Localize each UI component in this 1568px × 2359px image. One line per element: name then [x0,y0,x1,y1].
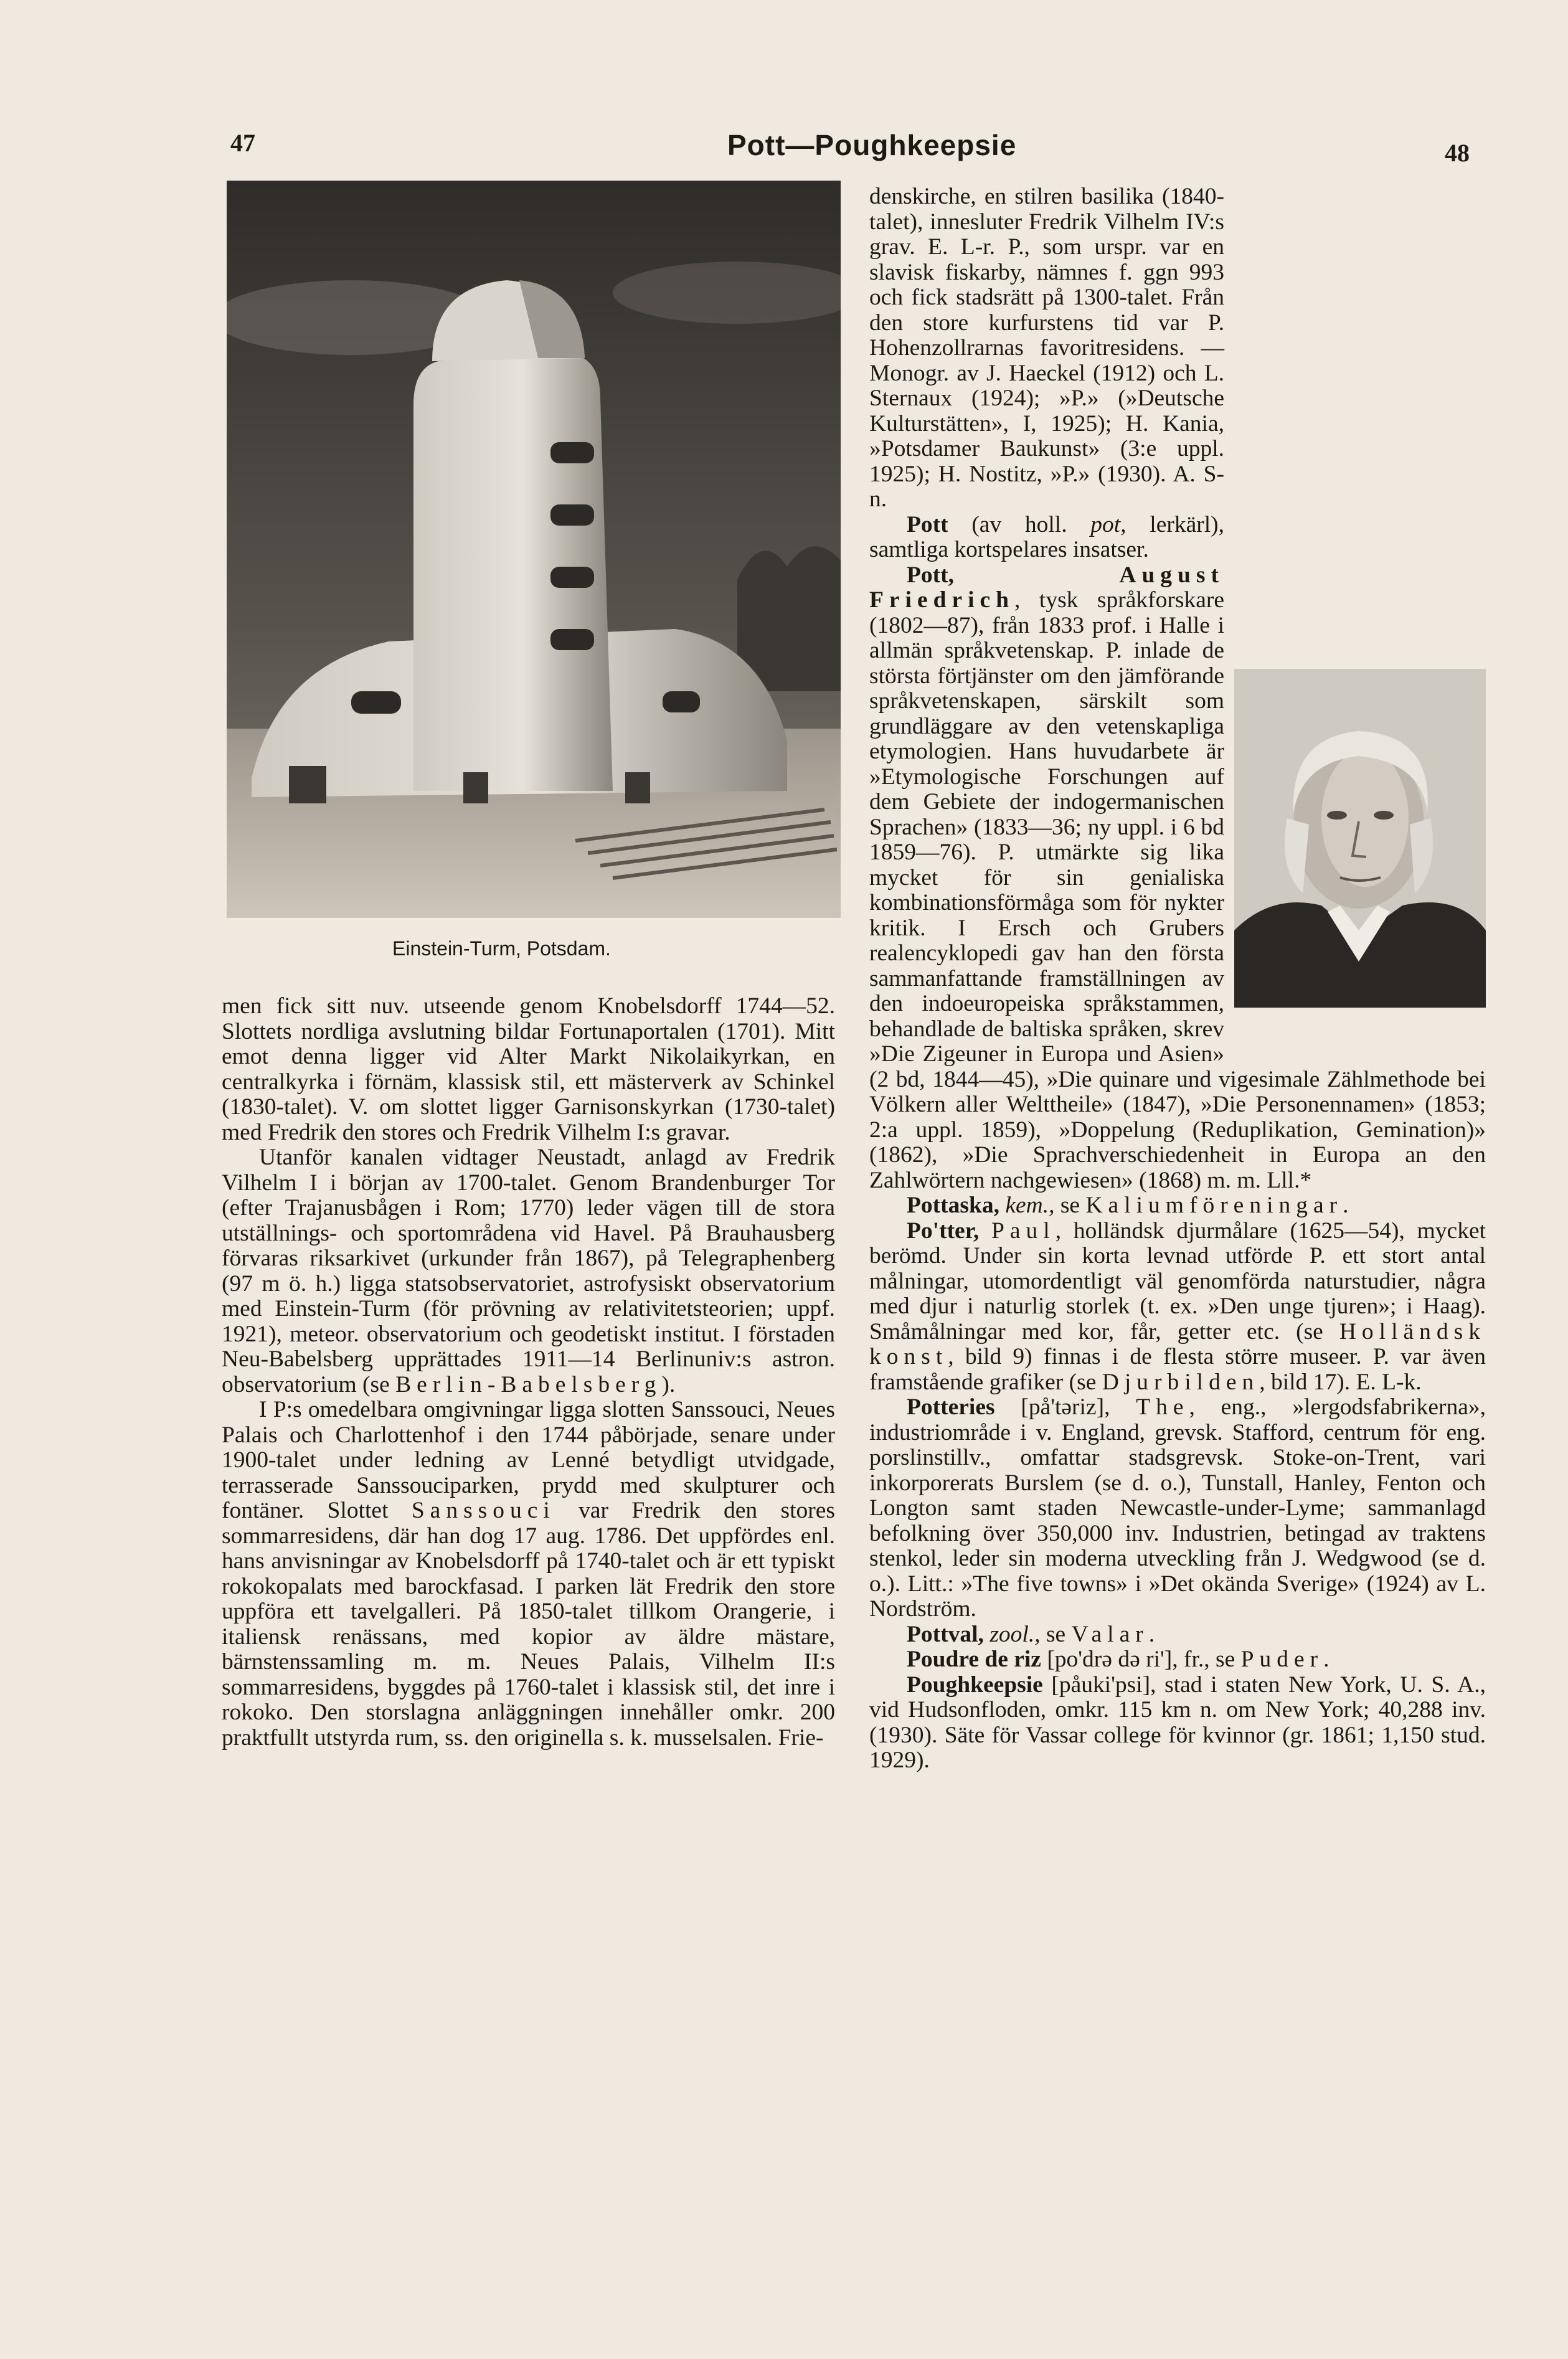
entry-potter-text: , holländsk djurmålare (1625—54), mycket berömd. Under sin korta levnad utförde P. ett stort antal målningar, utomordentligt väl genomförda naturstudier, några med djur i naturlig storlek (t. ex. »Den unge tjuren»; i Haag). Småmålningar med kor, får, getter etc. (se [869,1217,1486,1345]
left-paragraph-1: men fick sitt nuv. utseende genom Knobelsdorff 1744—52. Slottets nordliga avslutning bildar Fortunaportalen (1701). Mitt emot denna ligger vid Alter Markt Nikolaikyrkan, en centralkyrka i förnäm, klassisk stil, ett mästerverk av Schinkel (1830-talet). V. om slottet ligger Garnisonskyrkan (1730-talet) med Fredrik den stores och Fredrik Vilhelm I:s gravar. [222,993,835,1145]
left-paragraph-3 [222,1397,835,1751]
right-column [869,184,1486,1774]
portrait-float-spacer [1224,669,1486,1042]
entry-poudre-text: [po'drə də ri'], fr., se [1041,1647,1241,1672]
left-paragraph-3-text-b: var Fredrik den stores sommarresidens, där han dog 17 aug. 1786. Det uppfördes enl. hans anvisningar av Knobelsdorff på 1740-talet och är ett typiskt rokokopalats med barockfasad. I parken lät Fredrik den store uppföra ett tavelgalleri. På 1850-talet tillkom Orangerie, i italiensk renässans, med kopior av äldre mästare, bärnstenssamling m. m. Neues Palais, Vilhelm II:s sommarresidens, byggdes på 1760-talet i klassisk stil, det inre i rokoko. Den storslagna anläggningen innehåller omkr. 200 praktfullt utstyrda rum, ss. den originella s. k. musselsalen. Frie- [222,1498,835,1751]
entry-pott-headword: Pott [907,511,948,537]
left-paragraph-2-end: ). [661,1371,676,1397]
left-paragraph-2 [222,1145,835,1397]
entry-potter-text-2: , bild 9) finnas i de flesta större museer. P. var även framstående grafiker (se [869,1344,1486,1395]
entry-poudre-headword: Poudre de riz [907,1647,1041,1672]
ref-valar: Valar [1071,1621,1149,1647]
left-paragraph-2-text: Utanför kanalen vidtager Neustadt, anlagd av Fredrik Vilhelm I i början av 1700-talet. Genom Brandenburger Tor (efter Trajanusbågen i Rom; 1770) leder vägen till de stora utställnings- och sportområdena vid Havel. På Brauhausberg förvaras riksarkivet (urkunder från 1867), på Telegraphenberg (97 m ö. h.) ligga statsobservatoriet, astrofysiskt observatorium med Einstein-Turm (för prövning av relativitetsteorien; uppf. 1921), meteor. observatorium och geodetiskt institut. I förstaden Neu-Babelsberg upprättades 1911—14 Berlinuniv:s astron. observatorium (se [222,1145,835,1397]
left-column [222,994,835,1751]
ref-hollandsk-konst: Holländsk konst [869,1318,1486,1369]
entry-poughkeepsie-text: [påuki'psi], stad i staten New York, U. S. A., vid Hudsonfloden, omkr. 115 km n. om New York; 40,288 inv. (1930). Säte för Vassar college för kvinnor (gr. 1861; 1,150 stud. 1929). [869,1671,1486,1773]
entry-pott-august-text: , tysk språkforskare (1802—87), från 1833 prof. i Halle i allmän språkvetenskap. P. inlade de största förtjänster om den jämförande språkvetenskapen, särskilt som grundläggare av den vetenskapliga etymologien. Hans huvudarbete är »Etymologische Forschungen auf dem Gebiete der indogermanischen Sprachen» (1833—36; ny uppl. i 6 bd 1859—76). P. utmärkte sig lika mycket för sin genialiska kombinationsförmåga som för nykter kritik. I Ersch och Grubers realencyklopedi gav han den första sammanfattande framställningen av den indoeuropeiska språkstammen, behandlade de baltiska språken, skrev »Die Zigeuner in Europa und Asien» (2 bd, 1844—45), »Die quinare und vigesimale Zählmethode bei Völkern aller Welttheile» (1847), »Die Personennamen» (1853; 2:a uppl. 1859), »Doppelung (Reduplikation, Gemination)» (1862), »Die Sprachverschiedenheit in Europa an den Zahlwörtern nachgewiesen» (1868) m. m. Lll.* [869,587,1486,1193]
entry-pottaska-text: se [1054,1193,1086,1218]
einstein-tower-photo [227,181,841,918]
entry-pottaska-abbr: kem., [1005,1193,1055,1218]
entry-poughkeepsie [869,1673,1486,1774]
entry-potteries-text-2: , eng., »lergodsfabrikerna», industriområde i v. England, grevsk. Stafford, centrum för eng. porslinstillv., omfattar stadsgrevsk. Stoke-on-Trent, vari inkorporerats Burslem (se d. o.), Tunstall, Hanley, Fenton och Longton samt staden Newcastle-under-Lyme; sammanlagd befolkning över 350,000 inv. Industrien, betingad av traktens stenkol, leder sin moderna utveckling från J. Wedgwood (se d. o.). Litt.: »The five towns» i »Det okända Sverige» (1924) av L. Nordström. [869,1394,1486,1622]
entry-potteries [869,1395,1486,1622]
entry-pottaska [869,1193,1486,1219]
entry-potter-name: Paul [991,1217,1056,1244]
right-paragraph-1: denskirche, en stilren basilika (1840-talet), innesluter Fredrik Vilhelm IV:s grav. E. L-r. P., som urspr. var en slavisk fiskarby, nämnes f. ggn 993 och fick stadsrätt på 1300-talet. Från den store kurfurstens tid var P. Hohenzollrarnas favoritresidens. — Monogr. av J. Haeckel (1912) och L. Sternaux (1924); »P.» (»Deutsche Kulturstätten», I, 1925); H. Kania, »Potsdamer Baukunst» (3:e uppl. 1925); H. Nostitz, »P.» (1930). A. S-n. [869,184,1224,512]
entry-poughkeepsie-headword: Poughkeepsie [907,1671,1043,1698]
entry-pottval [869,1622,1486,1648]
entry-pottval-text: se [1040,1621,1072,1647]
page-number-right: 48 [1445,139,1470,167]
tower-photo-caption: Einstein-Turm, Potsdam. [392,937,611,960]
ref-berlin-babelsberg: Berlin-Babelsberg [395,1371,662,1397]
entry-pottval-abbr: zool., [989,1621,1041,1647]
entry-potter-end: , bild 17). E. L-k. [1259,1369,1422,1395]
ref-sanssouci: Sanssouci [411,1498,555,1523]
entry-pottaska-end: . [1343,1193,1349,1218]
entry-pott [869,513,1486,563]
left-paragraph-3-text-a: I P:s omedelbara omgivningar ligga slotten Sanssouci, Neues Palais och Charlottenhof i den 1744 påbörjade, senare under 1900-talet under ledning av Lenné betydligt utvidgade, terrasserade Sanssouciparken, prydd med skulpturer och fontäner. Slottet [222,1397,835,1523]
entry-potteries-text: [på'təriz], [994,1394,1136,1420]
page-number-left: 47 [230,129,255,157]
entry-pott-word: pot, [1090,511,1126,537]
entry-potter-headword: Po'tter, [907,1217,980,1244]
ref-puder: Puder [1240,1647,1324,1672]
running-head: Pott—Poughkeepsie [727,129,1017,161]
entry-potter [869,1219,1486,1396]
entry-pott-august-headword: Pott, [907,562,955,588]
entry-pott-text: (av holl. [948,511,1091,537]
entry-poudre-de-riz [869,1647,1486,1673]
entry-pott-august-name: August Friedrich [869,562,1224,613]
ref-kaliumforeningar: Kaliumföreningar [1085,1193,1343,1218]
entry-pottval-end: . [1148,1621,1155,1647]
entry-pottval-headword: Pottval, [907,1621,984,1647]
entry-pottaska-headword: Pottaska, [907,1193,999,1218]
entry-pott-end: lerkärl), samtliga kortspelares insatser. [869,511,1224,562]
entry-poudre-end: . [1323,1647,1329,1672]
entry-potteries-the: The [1136,1394,1189,1420]
entry-potteries-headword: Potteries [907,1394,995,1420]
ref-djurbilden: Djurbilden [1102,1369,1260,1395]
tower-photo-drawing [227,181,841,918]
